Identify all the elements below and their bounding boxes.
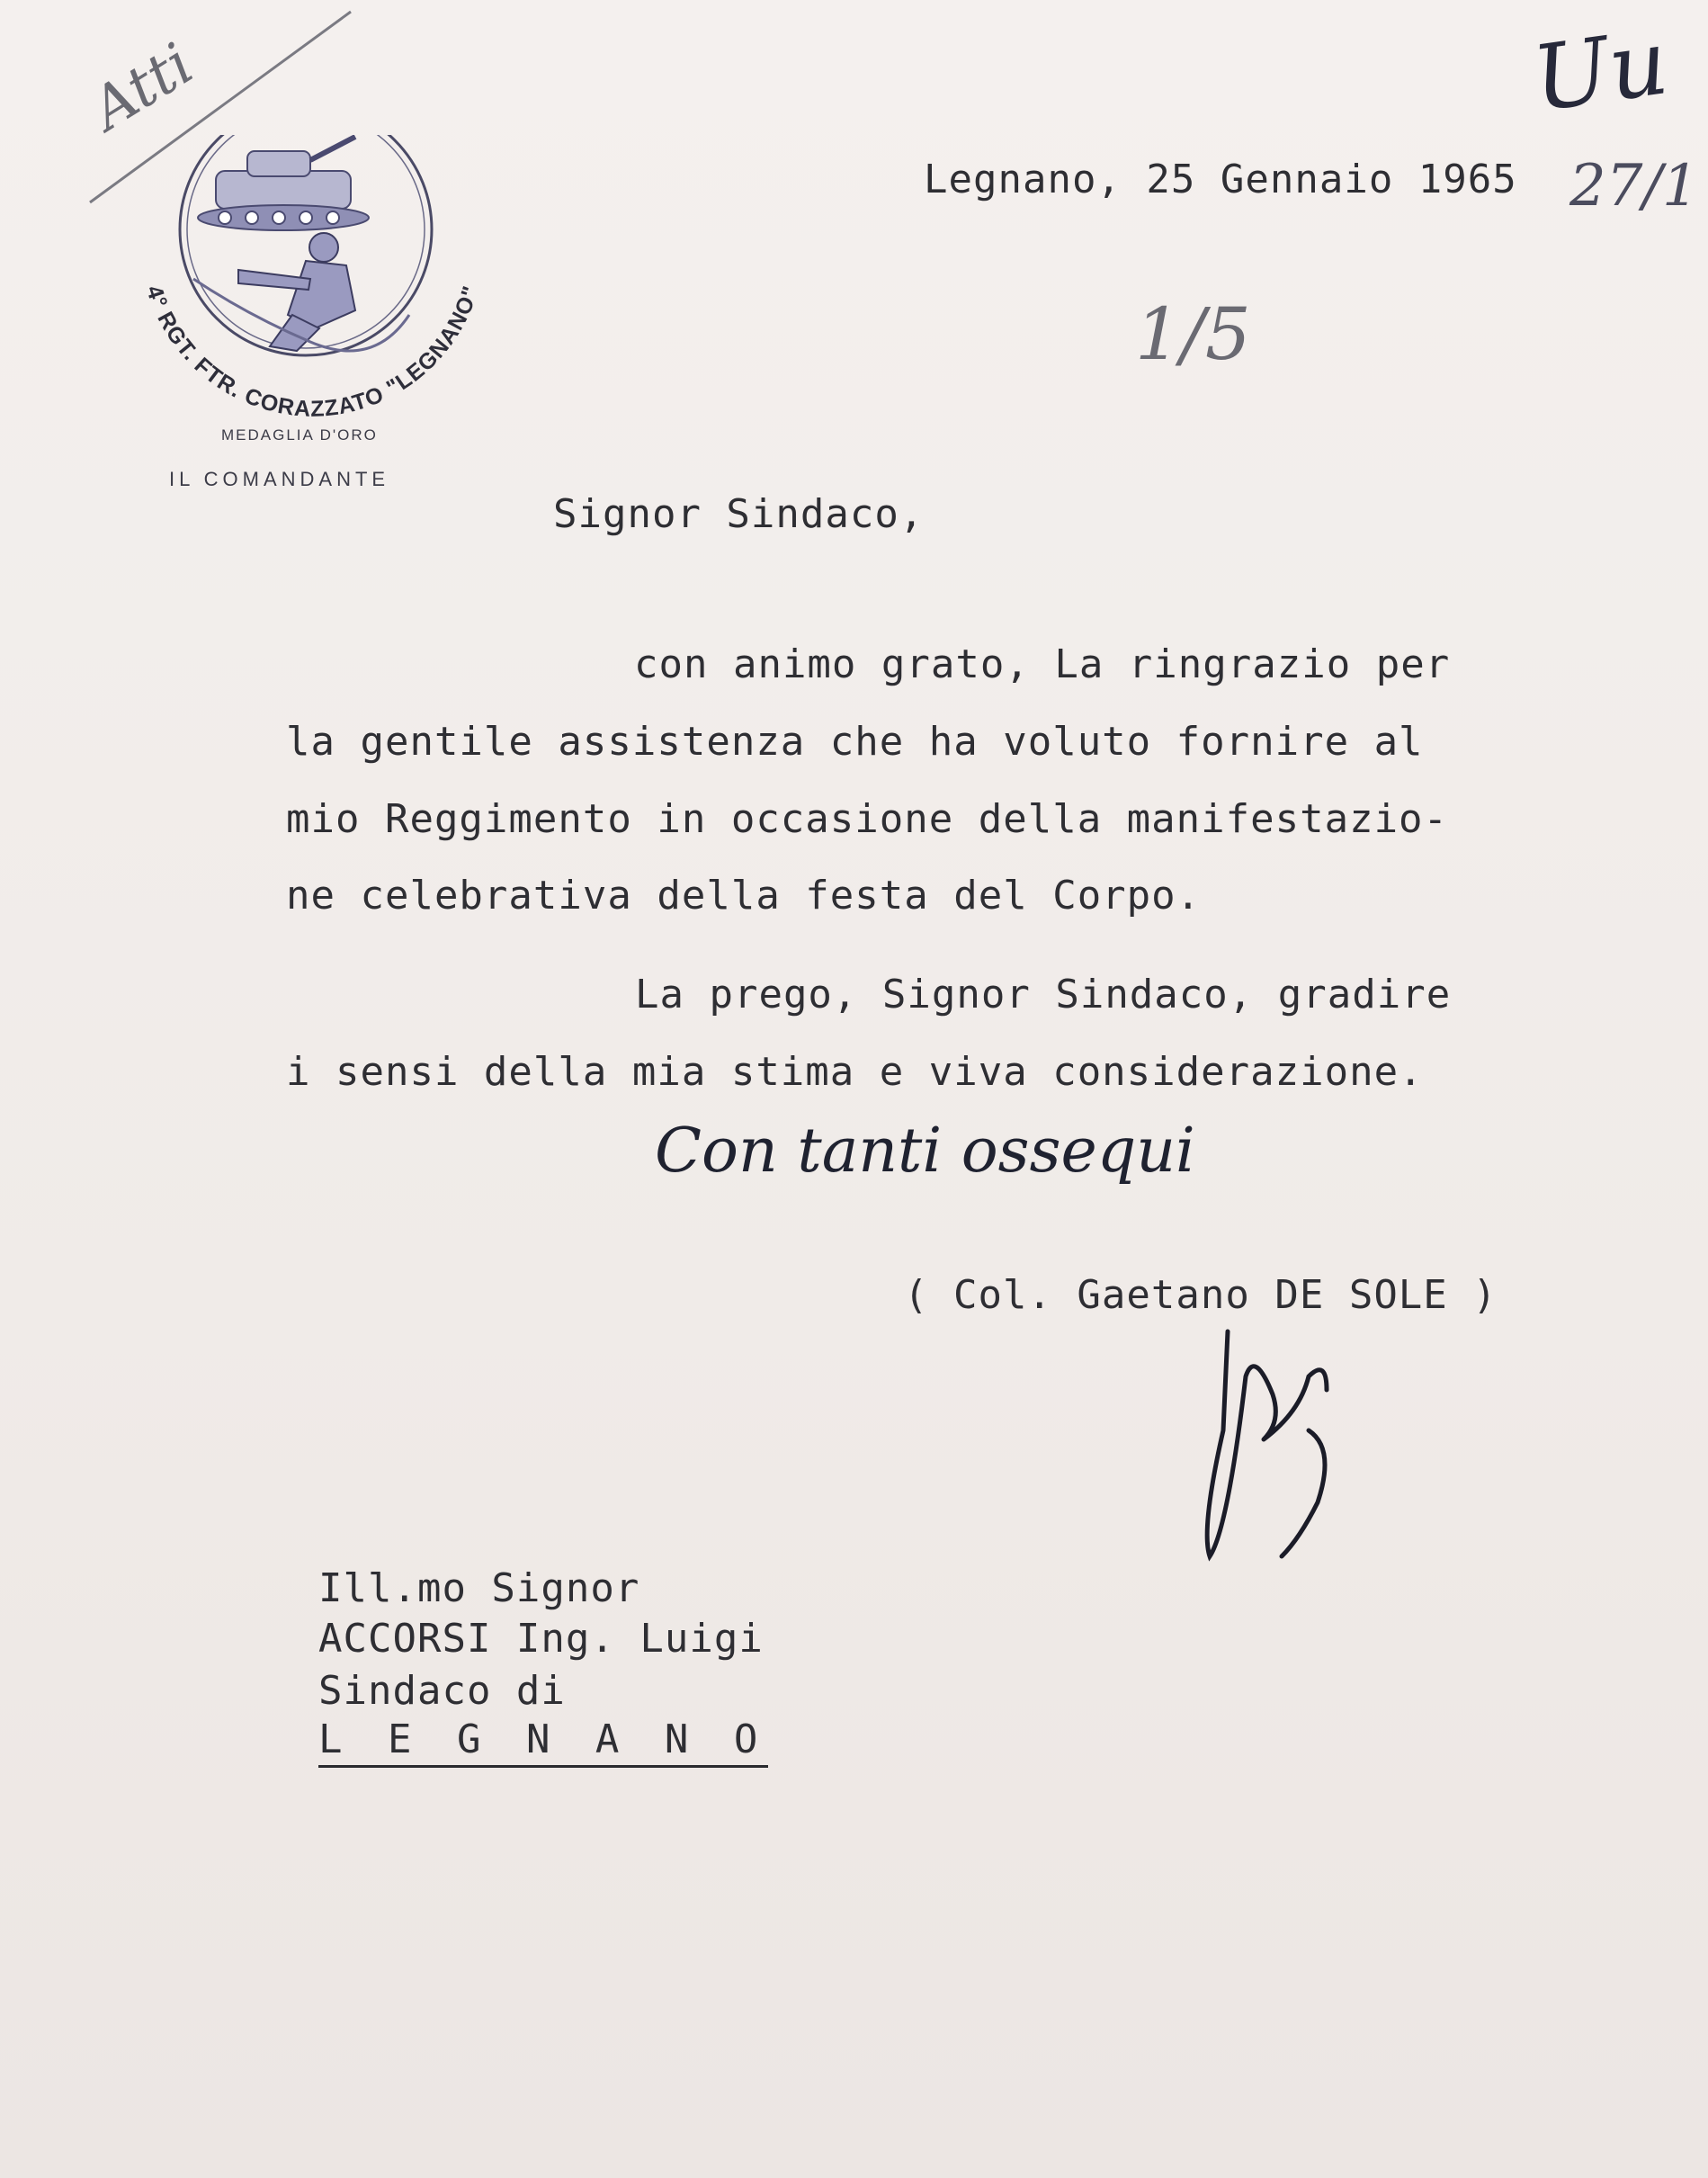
signatory-name: ( Col. Gaetano DE SOLE ) <box>904 1272 1498 1318</box>
body-line: ne celebrativa della festa del Corpo. <box>286 873 1202 919</box>
pencil-annotation-atti: Atti <box>80 31 205 144</box>
recipient-name: ACCORSI Ing. Luigi <box>318 1616 764 1662</box>
body-line: con animo grato, La ringrazio per <box>634 641 1451 687</box>
recipient-title: Ill.mo Signor <box>318 1565 640 1611</box>
recipient-city: L E G N A N O <box>318 1720 768 1768</box>
body-line: la gentile assistenza che ha voluto fornire al <box>286 719 1424 765</box>
body-line: i sensi della mia stima e viva considerazione. <box>286 1049 1424 1095</box>
emblem-text: 4° RGT. FTR. CORAZZATO "LEGNANO" <box>140 282 485 422</box>
letter-date: Legnano, 25 Gennaio 1965 <box>924 157 1517 202</box>
medal-label: MEDAGLIA D'ORO <box>221 426 378 444</box>
regiment-emblem-icon <box>103 135 499 423</box>
salutation: Signor Sindaco, <box>553 491 925 537</box>
recipient-role: Sindaco di <box>318 1668 566 1714</box>
handwritten-closing: Con tanti ossequi <box>655 1116 1195 1187</box>
pen-annotation-date-mark: 27/1 <box>1569 153 1699 220</box>
commander-label: IL COMANDANTE <box>169 468 390 490</box>
body-line: mio Reggimento in occasione della manifestazio- <box>286 796 1449 842</box>
signature-icon <box>1192 1322 1354 1574</box>
pencil-annotation-fraction: 1/5 <box>1135 292 1251 376</box>
pen-annotation-initials: Uu <box>1526 9 1675 132</box>
body-line: La prego, Signor Sindaco, gradire <box>635 972 1452 1017</box>
